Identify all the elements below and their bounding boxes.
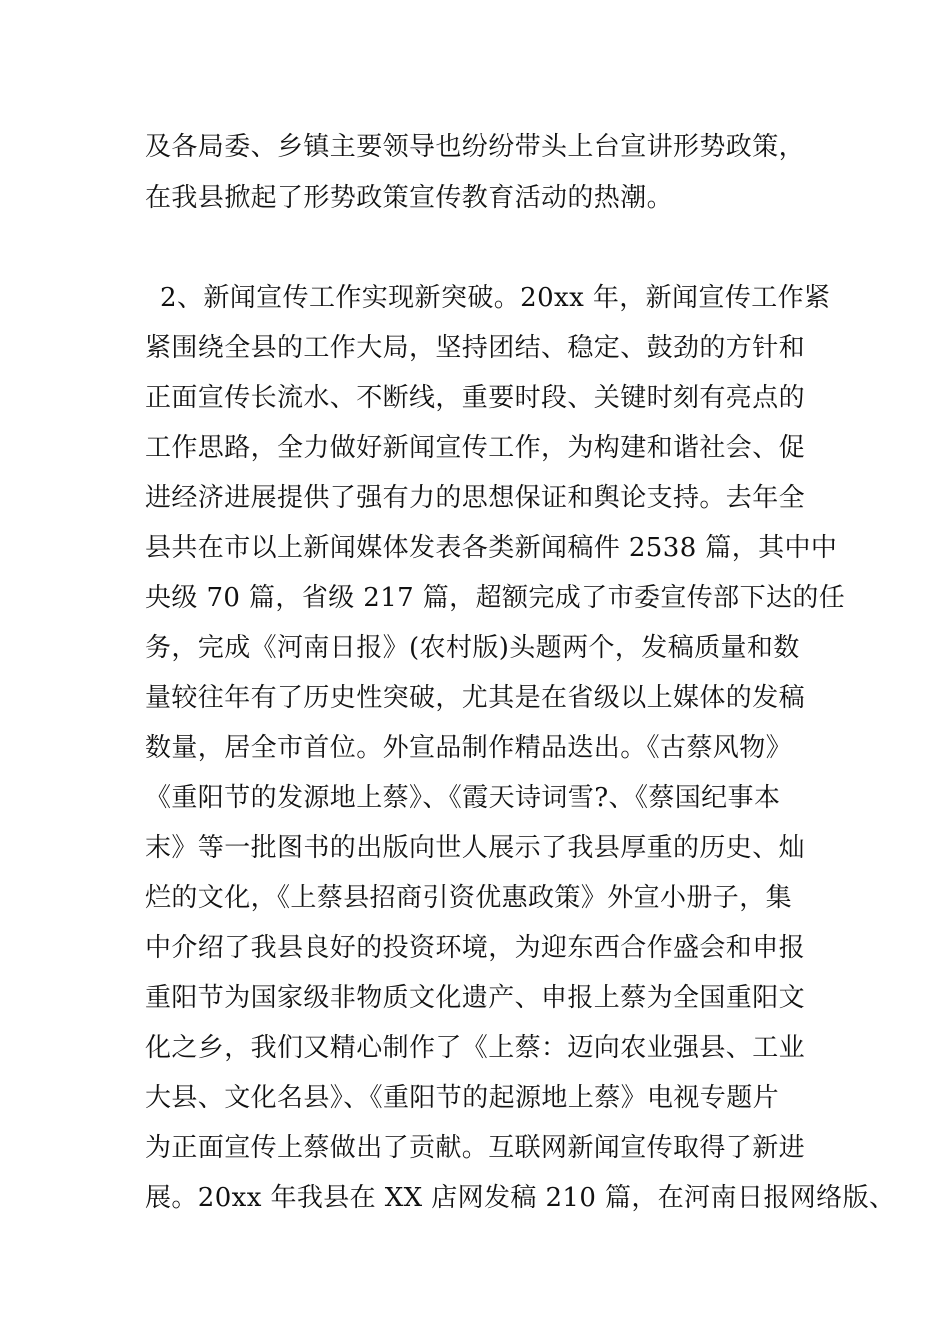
text-line: 央级 70 篇，省级 217 篇，超额完成了市委宣传部下达的任 (145, 583, 846, 613)
text-line: 重阳节为国家级非物质文化遗产、申报上蔡为全国重阳文 (145, 983, 806, 1013)
text-line: 大县、文化名县》、《重阳节的起源地上蔡》电视专题片 (145, 1083, 780, 1113)
text-line: 化之乡，我们又精心制作了《上蔡：迈向农业强县、工业 (145, 1033, 806, 1063)
text-line: 数量，居全市首位。外宣品制作精品迭出。《古蔡风物》 (145, 733, 793, 763)
text-line: 2、新闻宣传工作实现新突破。20xx 年，新闻宣传工作紧 (160, 283, 831, 313)
text-line: 进经济进展提供了强有力的思想保证和舆论支持。去年全 (145, 483, 806, 513)
text-line: 《重阳节的发源地上蔡》、《霞天诗词雪?、《蔡国纪事本 (145, 783, 781, 813)
text-line: 中介绍了我县良好的投资环境，为迎东西合作盛会和申报 (145, 933, 806, 963)
text-line: 量较往年有了历史性突破，尤其是在省级以上媒体的发稿 (145, 683, 806, 713)
text-line: 为正面宣传上蔡做出了贡献。互联网新闻宣传取得了新进 (145, 1133, 806, 1163)
text-line: 紧围绕全县的工作大局，坚持团结、稳定、鼓劲的方针和 (145, 333, 806, 363)
text-line: 工作思路，全力做好新闻宣传工作，为构建和谐社会、促 (145, 433, 806, 463)
text-line: 展。20xx 年我县在 XX 店网发稿 210 篇，在河南日报网络版、 (145, 1183, 896, 1213)
text-line: 烂的文化，《上蔡县招商引资优惠政策》外宣小册子，集 (145, 883, 793, 913)
text-line: 及各局委、乡镇主要领导也纷纷带头上台宣讲形势政策， (145, 132, 806, 162)
text-line: 在我县掀起了形势政策宣传教育活动的热潮。 (145, 183, 674, 213)
text-line: 末》等一批图书的出版向世人展示了我县厚重的历史、灿 (145, 833, 806, 863)
text-line: 务，完成《河南日报》(农村版)头题两个，发稿质量和数 (145, 633, 800, 663)
text-line: 正面宣传长流水、不断线，重要时段、关键时刻有亮点的 (145, 383, 806, 413)
text-line: 县共在市以上新闻媒体发表各类新闻稿件 2538 篇，其中中 (145, 533, 838, 563)
